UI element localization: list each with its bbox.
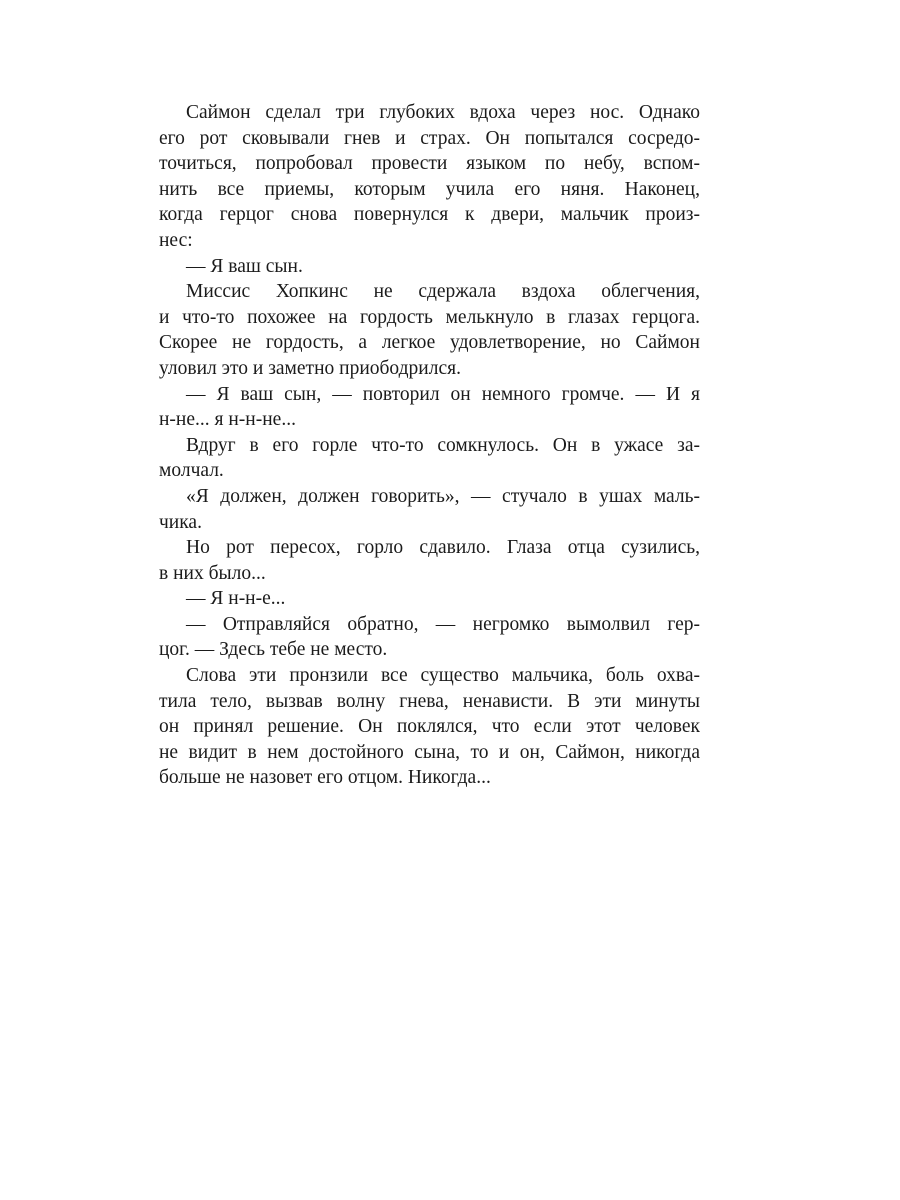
- paragraph: [159, 484, 700, 535]
- dialogue-paragraph: [159, 382, 700, 433]
- paragraph: [159, 100, 700, 254]
- text-line: Вдруг в его горле что-то сомкнулось. Он в ужасе за-: [186, 434, 700, 456]
- paragraph: [159, 433, 700, 484]
- dialogue-paragraph: [159, 586, 700, 612]
- text-line: — Я ваш сын, — повторил он немного громче. — И я: [186, 383, 700, 405]
- text-line: тила тело, вызвав волну гнева, ненависти. В эти минуты: [159, 690, 700, 712]
- text-line: в них было...: [159, 562, 266, 584]
- paragraph: [159, 279, 700, 381]
- text-line: его рот сковывали гнев и страх. Он попытался сосредо-: [159, 127, 700, 149]
- text-line: когда герцог снова повернулся к двери, мальчик произ-: [159, 204, 700, 226]
- text-line: Миссис Хопкинс не сдержала вздоха облегчения,: [186, 281, 700, 303]
- text-line: и что-то похожее на гордость мелькнуло в глазах герцога.: [159, 306, 700, 328]
- text-line: Слова эти пронзили все существо мальчика, боль охва-: [186, 665, 700, 687]
- text-line: Скорее не гордость, а легкое удовлетворение, но Саймон: [159, 332, 700, 354]
- text-line: цог. — Здесь тебе не место.: [159, 639, 388, 661]
- text-line: — Я н-н-е...: [186, 588, 286, 610]
- text-line: нес:: [159, 229, 193, 251]
- text-line: «Я должен, должен говорить», — стучало в ушах маль-: [186, 485, 700, 507]
- text-line: чика.: [159, 511, 202, 533]
- text-line: н-не... я н-н-не...: [159, 409, 296, 431]
- text-line: нить все приемы, которым учила его няня. Наконец,: [159, 178, 700, 200]
- text-line: он принял решение. Он поклялся, что если этот человек: [159, 716, 700, 738]
- text-line: — Я ваш сын.: [186, 255, 303, 277]
- paragraph: [159, 663, 700, 791]
- text-line: — Отправляйся обратно, — негромко вымолвил гер-: [186, 613, 700, 635]
- text-line: Саймон сделал три глубоких вдоха через нос. Однако: [186, 102, 700, 123]
- paragraph: [159, 535, 700, 586]
- text-line: Но рот пересох, горло сдавило. Глаза отца сузились,: [186, 537, 700, 559]
- text-line: точиться, попробовал провести языком по небу, вспом-: [159, 153, 700, 175]
- text-line: молчал.: [159, 460, 224, 482]
- dialogue-paragraph: [159, 612, 700, 663]
- text-line: больше не назовет его отцом. Никогда...: [159, 767, 491, 789]
- text-line: не видит в нем достойного сына, то и он, Саймон, никогда: [159, 741, 700, 763]
- body-text: [159, 100, 700, 791]
- dialogue-paragraph: [159, 254, 700, 280]
- text-line: уловил это и заметно приободрился.: [159, 357, 461, 379]
